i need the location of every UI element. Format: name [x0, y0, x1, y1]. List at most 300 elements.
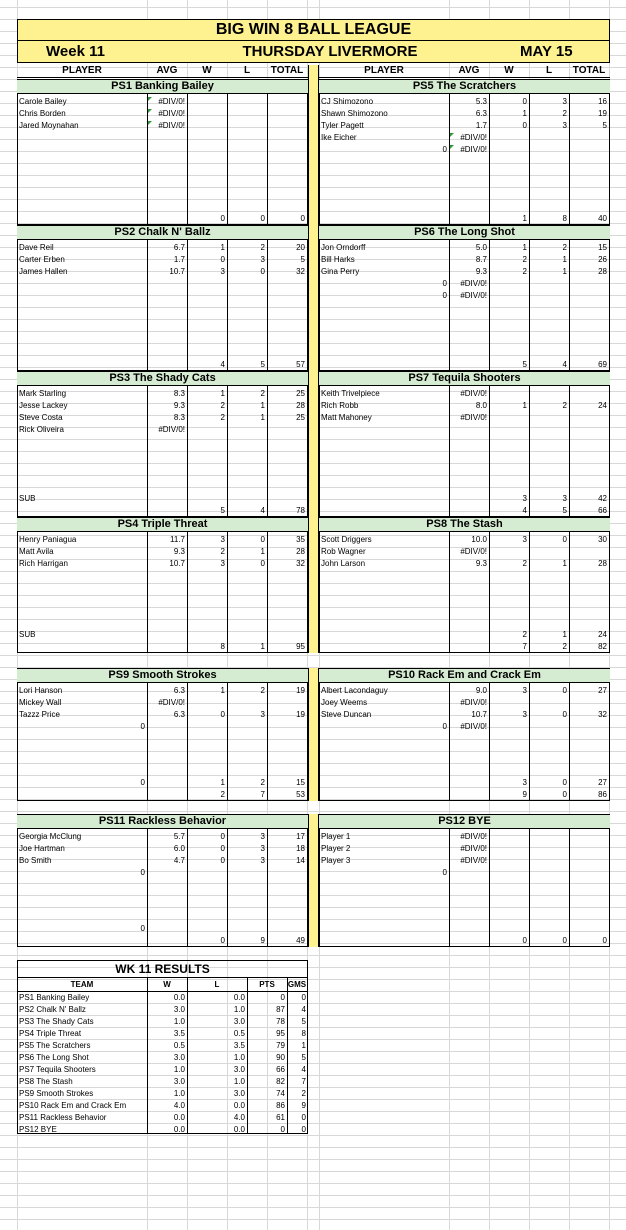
player-name: Scott Driggers	[321, 535, 372, 544]
player-lead-value: 0	[442, 279, 447, 288]
results-team-name: PS8 The Stash	[19, 1077, 73, 1086]
results-losses: 0.5	[233, 1029, 245, 1038]
results-points: 90	[276, 1053, 285, 1062]
results-losses: 3.0	[233, 1017, 245, 1026]
results-wins: 0.0	[173, 1125, 185, 1134]
player-wins: 2	[522, 559, 527, 568]
player-wins: 2	[220, 413, 225, 422]
team-total-wins: 8	[220, 642, 225, 651]
week-label: Week 11	[46, 43, 105, 60]
player-lead-value: 0	[442, 291, 447, 300]
player-total: 27	[598, 686, 607, 695]
player-name: Mark Starling	[19, 389, 67, 398]
player-lead-value: 0	[442, 722, 447, 731]
grid-row-line	[0, 655, 626, 656]
team-total-points: 53	[296, 790, 305, 799]
error-flag-icon	[148, 109, 152, 113]
player-avg: 4.7	[173, 856, 185, 865]
grid-row-line	[0, 1183, 626, 1184]
player-name: Ike Eicher	[321, 133, 357, 142]
results-games: 7	[301, 1077, 306, 1086]
col-header-w: W	[202, 65, 212, 76]
player-losses: 1	[260, 547, 265, 556]
venue-label: THURSDAY LIVERMORE	[242, 43, 418, 60]
results-team-name: PS9 Smooth Strokes	[19, 1089, 94, 1098]
results-points: 87	[276, 1005, 285, 1014]
player-name: Rob Wagner	[321, 547, 366, 556]
player-losses: 0	[562, 686, 567, 695]
col-header-player: PLAYER	[62, 65, 102, 76]
team-total-wins: 0	[220, 936, 225, 945]
player-wins: 3	[220, 559, 225, 568]
sub-row-label: SUB	[19, 630, 36, 639]
error-flag-icon	[450, 133, 454, 137]
sub-row-total: 15	[296, 778, 305, 787]
player-total: 32	[296, 267, 305, 276]
team-total-losses: 0	[260, 214, 265, 223]
player-wins: 3	[220, 535, 225, 544]
results-wins: 0.5	[173, 1041, 185, 1050]
player-total: 5	[300, 255, 305, 264]
center-divider	[308, 65, 319, 653]
player-avg: #DIV/0!	[158, 425, 185, 434]
team-total-wins: 4	[522, 506, 527, 515]
player-name: Bill Harks	[321, 255, 355, 264]
results-team-name: PS6 The Long Shot	[19, 1053, 89, 1062]
player-avg: #DIV/0!	[460, 832, 487, 841]
team-header: PS7 Tequila Shooters	[319, 371, 610, 386]
team-total-wins: 7	[522, 642, 527, 651]
player-total: 15	[598, 243, 607, 252]
player-losses: 0	[260, 559, 265, 568]
player-total: 28	[598, 267, 607, 276]
results-team-name: PS11 Rackless Behavior	[19, 1113, 107, 1122]
results-losses: 0.0	[233, 993, 245, 1002]
player-total: 14	[296, 856, 305, 865]
results-wins: 3.0	[173, 1053, 185, 1062]
player-name: Matt Avila	[19, 547, 54, 556]
player-avg: 9.3	[475, 267, 487, 276]
grid-row-line	[0, 1195, 626, 1196]
error-flag-icon	[148, 121, 152, 125]
player-avg: 6.3	[475, 109, 487, 118]
team-total-points: 86	[598, 790, 607, 799]
results-team-name: PS4 Triple Threat	[19, 1029, 82, 1038]
player-name: John Larson	[321, 559, 366, 568]
player-avg: 10.7	[169, 267, 185, 276]
team-col-line	[529, 829, 530, 947]
player-avg: 6.3	[173, 686, 185, 695]
results-games: 0	[301, 993, 306, 1002]
player-total: 17	[296, 832, 305, 841]
player-name: CJ Shimozono	[321, 97, 374, 106]
player-name: Mickey Wall	[19, 698, 62, 707]
results-losses: 1.0	[233, 1053, 245, 1062]
results-losses: 4.0	[233, 1113, 245, 1122]
player-wins: 0	[220, 832, 225, 841]
player-avg: 8.3	[173, 389, 185, 398]
team-total-points: 49	[296, 936, 305, 945]
results-games: 0	[301, 1113, 306, 1122]
team-total-losses: 8	[562, 214, 567, 223]
results-points: 0	[280, 993, 285, 1002]
team-total-losses: 0	[562, 790, 567, 799]
player-avg: #DIV/0!	[460, 279, 487, 288]
player-wins: 1	[522, 243, 527, 252]
results-team-name: PS10 Rack Em and Crack Em	[19, 1101, 127, 1110]
sub-row-losses: 3	[562, 494, 567, 503]
team-total-points: 69	[598, 360, 607, 369]
results-games: 2	[301, 1089, 306, 1098]
sub-row-wins: 3	[522, 778, 527, 787]
team-total-points: 82	[598, 642, 607, 651]
player-wins: 0	[220, 844, 225, 853]
player-avg: #DIV/0!	[158, 121, 185, 130]
player-name: Carole Bailey	[19, 97, 67, 106]
grid-row-line	[0, 1219, 626, 1220]
title-divider	[17, 40, 610, 41]
grid-row-line	[0, 7, 626, 8]
player-name: Lori Hanson	[19, 686, 63, 695]
team-header: PS5 The Scratchers	[319, 79, 610, 94]
player-wins: 0	[522, 121, 527, 130]
player-total: 25	[296, 413, 305, 422]
player-wins: 2	[220, 547, 225, 556]
player-name: Gina Perry	[321, 267, 360, 276]
player-total: 16	[598, 97, 607, 106]
results-games: 5	[301, 1053, 306, 1062]
player-wins: 1	[220, 686, 225, 695]
team-total-losses: 5	[562, 506, 567, 515]
player-losses: 3	[260, 844, 265, 853]
player-total: 32	[598, 710, 607, 719]
team-col-line	[227, 94, 228, 225]
player-name: Shawn Shimozono	[321, 109, 388, 118]
player-avg: #DIV/0!	[460, 856, 487, 865]
player-losses: 3	[260, 856, 265, 865]
team-total-points: 66	[598, 506, 607, 515]
results-team-name: PS3 The Shady Cats	[19, 1017, 94, 1026]
player-name: Jared Moynahan	[19, 121, 79, 130]
team-total-points: 0	[602, 936, 607, 945]
player-name: Joe Hartman	[19, 844, 65, 853]
player-wins: 1	[220, 389, 225, 398]
sub-row-wins: 3	[522, 494, 527, 503]
player-avg: 6.7	[173, 243, 185, 252]
player-name: Steve Duncan	[321, 710, 372, 719]
player-name: Georgia McClung	[19, 832, 82, 841]
grid-row-line	[0, 955, 626, 956]
team-header: PS12 BYE	[319, 814, 610, 829]
grid-row-line	[0, 1171, 626, 1172]
team-total-points: 78	[296, 506, 305, 515]
team-total-wins: 1	[522, 214, 527, 223]
player-avg: 9.3	[173, 547, 185, 556]
results-points: 78	[276, 1017, 285, 1026]
team-total-points: 0	[300, 214, 305, 223]
team-col-line	[187, 94, 188, 225]
sub-row-wins: 2	[522, 630, 527, 639]
results-games: 4	[301, 1005, 306, 1014]
error-flag-icon	[148, 97, 152, 101]
results-losses: 3.5	[233, 1041, 245, 1050]
player-total: 32	[296, 559, 305, 568]
player-avg: 8.0	[475, 401, 487, 410]
player-name: Rich Robb	[321, 401, 359, 410]
grid-row-line	[0, 1159, 626, 1160]
center-divider	[308, 668, 319, 801]
player-losses: 0	[562, 710, 567, 719]
player-total: 20	[296, 243, 305, 252]
sub-row-total: 27	[598, 778, 607, 787]
team-total-wins: 5	[220, 506, 225, 515]
player-wins: 1	[522, 109, 527, 118]
date-label: MAY 15	[520, 43, 573, 60]
team-header: PS1 Banking Bailey	[17, 79, 308, 94]
player-losses: 1	[562, 267, 567, 276]
player-losses: 0	[260, 535, 265, 544]
results-title: WK 11 RESULTS	[115, 962, 210, 976]
results-points: 61	[276, 1113, 285, 1122]
team-total-wins: 9	[522, 790, 527, 799]
player-total: 26	[598, 255, 607, 264]
results-losses: 0.0	[233, 1125, 245, 1134]
player-avg: 10.7	[169, 559, 185, 568]
player-name: Carter Erben	[19, 255, 65, 264]
player-lead-value: 0	[442, 868, 447, 877]
player-avg: 1.7	[173, 255, 185, 264]
team-header: PS3 The Shady Cats	[17, 371, 308, 386]
player-avg: 9.3	[173, 401, 185, 410]
player-total: 18	[296, 844, 305, 853]
results-points: 79	[276, 1041, 285, 1050]
player-total: 19	[296, 686, 305, 695]
results-header-w: W	[163, 980, 171, 989]
player-name: Rick Oliveira	[19, 425, 64, 434]
player-avg: 6.0	[173, 844, 185, 853]
player-avg: 10.0	[471, 535, 487, 544]
team-total-wins: 4	[220, 360, 225, 369]
player-avg: 8.7	[475, 255, 487, 264]
player-losses: 3	[562, 121, 567, 130]
player-name: Player 1	[321, 832, 351, 841]
player-name: Joey Weems	[321, 698, 368, 707]
player-name: Jon Orndorff	[321, 243, 366, 252]
grid-row-line	[0, 811, 626, 812]
player-losses: 2	[562, 109, 567, 118]
col-header-avg: AVG	[458, 65, 480, 76]
player-name: Player 3	[321, 856, 351, 865]
player-name: Steve Costa	[19, 413, 63, 422]
player-wins: 2	[522, 255, 527, 264]
player-avg: 5.7	[173, 832, 185, 841]
player-avg: #DIV/0!	[158, 97, 185, 106]
team-header: PS4 Triple Threat	[17, 517, 308, 532]
results-games: 5	[301, 1017, 306, 1026]
team-total-points: 40	[598, 214, 607, 223]
player-name: Bo Smith	[19, 856, 52, 865]
results-wins: 3.0	[173, 1005, 185, 1014]
results-points: 86	[276, 1101, 285, 1110]
results-wins: 3.5	[173, 1029, 185, 1038]
player-losses: 1	[562, 255, 567, 264]
player-losses: 2	[260, 389, 265, 398]
results-points: 0	[280, 1125, 285, 1134]
team-total-wins: 2	[220, 790, 225, 799]
player-losses: 0	[260, 267, 265, 276]
player-wins: 1	[522, 401, 527, 410]
player-wins: 3	[220, 267, 225, 276]
player-wins: 0	[220, 255, 225, 264]
player-total: 35	[296, 535, 305, 544]
results-wins: 1.0	[173, 1065, 185, 1074]
sub-row-losses: 1	[562, 630, 567, 639]
player-avg: 10.7	[471, 710, 487, 719]
team-total-wins: 0	[220, 214, 225, 223]
player-avg: #DIV/0!	[460, 547, 487, 556]
player-total: 25	[296, 389, 305, 398]
results-wins: 1.0	[173, 1017, 185, 1026]
results-games: 8	[301, 1029, 306, 1038]
player-name: Albert Lacondaguy	[321, 686, 388, 695]
player-losses: 3	[260, 710, 265, 719]
team-col-line	[569, 829, 570, 947]
team-header: PS6 The Long Shot	[319, 225, 610, 240]
player-avg: #DIV/0!	[158, 698, 185, 707]
col-header-total: TOTAL	[572, 65, 606, 76]
team-header: PS2 Chalk N' Ballz	[17, 225, 308, 240]
team-total-losses: 1	[260, 642, 265, 651]
player-name: Keith Trivelpiece	[321, 389, 380, 398]
results-team-name: PS5 The Scratchers	[19, 1041, 91, 1050]
grid-row-line	[0, 1147, 626, 1148]
results-wins: 1.0	[173, 1089, 185, 1098]
player-losses: 1	[562, 559, 567, 568]
results-header-l: L	[214, 980, 220, 989]
sub-row-wins: 1	[220, 778, 225, 787]
player-name: Henry Paniagua	[19, 535, 77, 544]
col-header-w: W	[504, 65, 514, 76]
results-team-name: PS2 Chalk N' Ballz	[19, 1005, 86, 1014]
player-losses: 3	[260, 832, 265, 841]
team-total-losses: 4	[562, 360, 567, 369]
player-name: Player 2	[321, 844, 351, 853]
results-wins: 0.0	[173, 993, 185, 1002]
team-header: PS8 The Stash	[319, 517, 610, 532]
player-name: Rich Harrigan	[19, 559, 68, 568]
player-avg: #DIV/0!	[460, 722, 487, 731]
team-header: PS9 Smooth Strokes	[17, 668, 308, 683]
results-points: 82	[276, 1077, 285, 1086]
center-divider	[308, 814, 319, 947]
player-losses: 3	[260, 255, 265, 264]
results-points: 66	[276, 1065, 285, 1074]
sub-row-total: 42	[598, 494, 607, 503]
results-losses: 1.0	[233, 1005, 245, 1014]
player-lead-value: 0	[442, 145, 447, 154]
player-wins: 0	[220, 710, 225, 719]
player-total: 24	[598, 401, 607, 410]
results-team-name: PS1 Banking Bailey	[19, 993, 90, 1002]
player-name: Matt Mahoney	[321, 413, 372, 422]
player-wins: 3	[522, 535, 527, 544]
team-header: PS10 Rack Em and Crack Em	[319, 668, 610, 683]
results-points: 74	[276, 1089, 285, 1098]
player-total: 28	[296, 547, 305, 556]
team-total-losses: 4	[260, 506, 265, 515]
player-avg: 9.3	[475, 559, 487, 568]
results-title-underline	[17, 977, 308, 978]
team-total-losses: 5	[260, 360, 265, 369]
player-wins: 0	[220, 856, 225, 865]
player-avg: #DIV/0!	[460, 413, 487, 422]
team-total-wins: 5	[522, 360, 527, 369]
results-wins: 0.0	[173, 1113, 185, 1122]
sub-row-label: SUB	[19, 494, 36, 503]
team-total-points: 57	[296, 360, 305, 369]
player-total: 30	[598, 535, 607, 544]
player-total: 19	[598, 109, 607, 118]
player-losses: 0	[562, 535, 567, 544]
player-avg: #DIV/0!	[460, 133, 487, 142]
player-name: Dave Reil	[19, 243, 54, 252]
player-losses: 1	[260, 413, 265, 422]
player-wins: 3	[522, 686, 527, 695]
sub-row-lead: 0	[140, 924, 145, 933]
results-games: 4	[301, 1065, 306, 1074]
team-header: PS11 Rackless Behavior	[17, 814, 308, 829]
error-flag-icon	[450, 145, 454, 149]
player-avg: #DIV/0!	[460, 145, 487, 154]
col-header-l: L	[545, 65, 553, 76]
results-header-team: TEAM	[70, 980, 94, 989]
team-col-line	[489, 829, 490, 947]
player-losses: 3	[562, 97, 567, 106]
player-avg: #DIV/0!	[460, 698, 487, 707]
results-games: 9	[301, 1101, 306, 1110]
player-total: 19	[296, 710, 305, 719]
player-name: Tazzz Price	[19, 710, 60, 719]
col-header-l: L	[243, 65, 251, 76]
player-avg: #DIV/0!	[460, 389, 487, 398]
player-losses: 2	[562, 243, 567, 252]
player-losses: 2	[562, 401, 567, 410]
team-total-points: 95	[296, 642, 305, 651]
player-losses: 1	[260, 401, 265, 410]
player-name: Jesse Lackey	[19, 401, 68, 410]
player-total: 5	[602, 121, 607, 130]
league-title: BIG WIN 8 BALL LEAGUE	[215, 21, 412, 38]
player-losses: 2	[260, 243, 265, 252]
team-total-losses: 0	[562, 936, 567, 945]
player-name: James Hallen	[19, 267, 68, 276]
results-header-pts: PTS	[259, 980, 275, 989]
player-lead-value: 0	[140, 722, 145, 731]
results-games: 0	[301, 1125, 306, 1134]
results-header-gms: GMS	[287, 980, 307, 989]
player-avg: 11.7	[170, 535, 185, 544]
player-wins: 1	[220, 243, 225, 252]
grid-row-line	[0, 1135, 626, 1136]
player-wins: 3	[522, 710, 527, 719]
player-avg: 5.3	[475, 97, 487, 106]
results-wins: 4.0	[173, 1101, 185, 1110]
results-losses: 3.0	[233, 1089, 245, 1098]
team-total-wins: 0	[522, 936, 527, 945]
player-wins: 2	[220, 401, 225, 410]
team-col-line	[267, 94, 268, 225]
results-team-name: PS12 BYE	[19, 1125, 57, 1134]
